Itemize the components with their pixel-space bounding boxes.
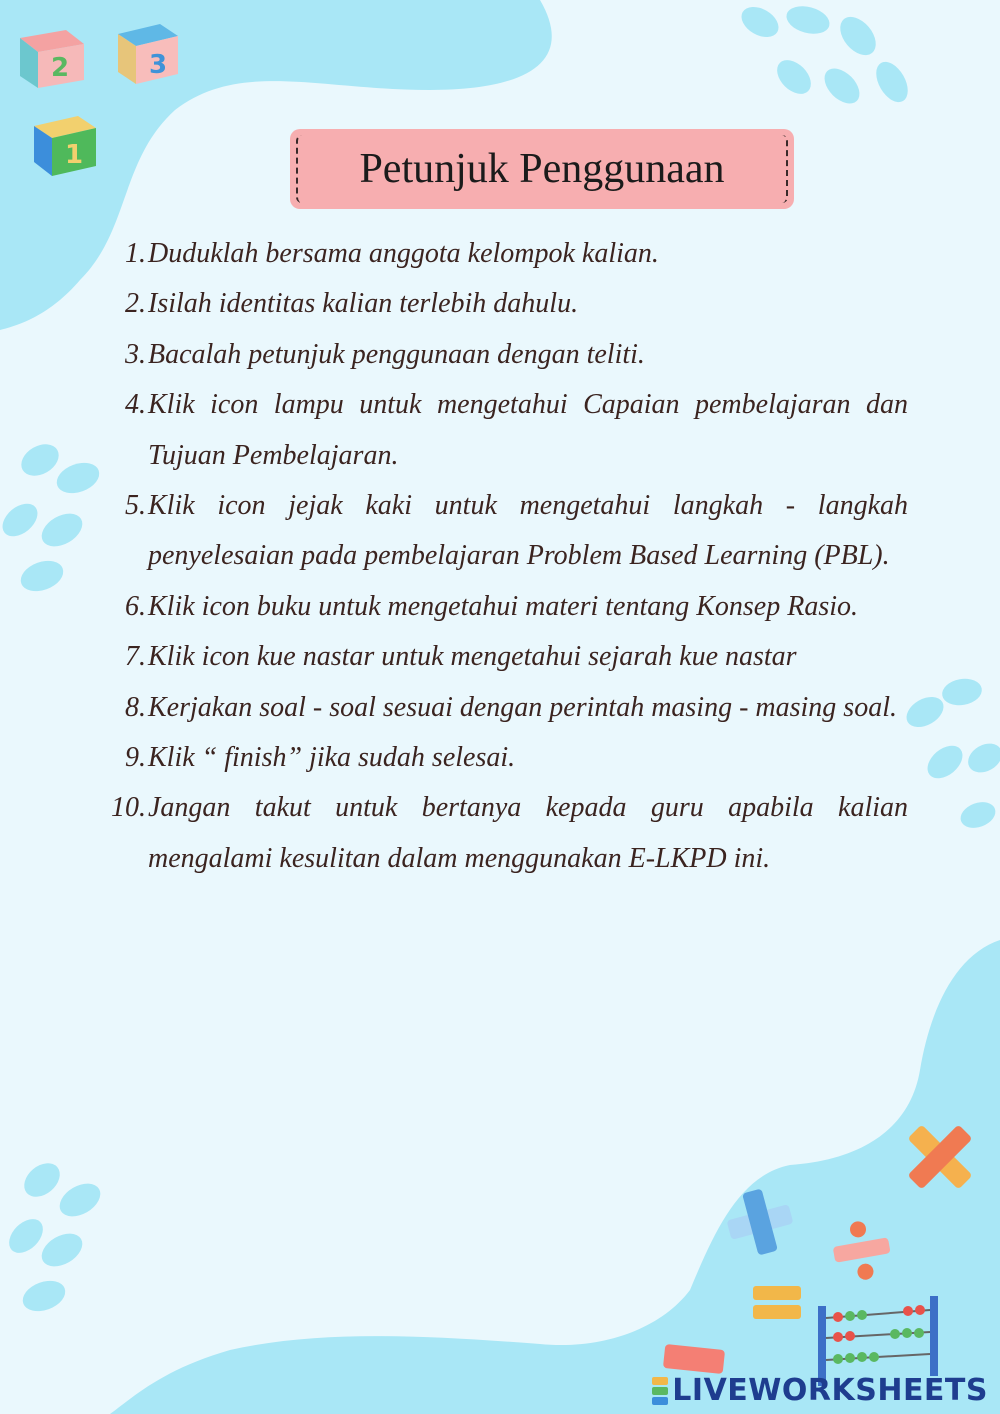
item-text: Klik icon kue nastar untuk mengetahui sejarah kue nastar <box>148 641 797 673</box>
liveworksheets-logo[interactable] <box>652 1373 988 1408</box>
list-item <box>100 229 908 279</box>
item-text: Klik icon jejak kaki untuk mengetahui langkah - langkah penyelesaian pada pembelajaran Problem Based Learning (PBL). <box>148 490 908 572</box>
equals-icon <box>753 1286 801 1319</box>
svg-text:3: 3 <box>148 50 168 80</box>
item-text: Duduklah bersama anggota kelompok kalian. <box>148 238 659 269</box>
minus-icon <box>663 1344 725 1374</box>
item-text: Isilah identitas kalian terlebih dahulu. <box>148 288 579 320</box>
multiply-icon <box>889 1106 991 1208</box>
list-item <box>100 783 908 884</box>
item-number: 8. <box>125 691 146 723</box>
item-number: 9. <box>125 742 146 774</box>
item-text: Klik “ finish” jika sudah selesai. <box>148 742 516 774</box>
instruction-list <box>100 229 908 884</box>
page-title: Petunjuk Penggunaan <box>359 146 725 192</box>
item-number: 2. <box>125 288 146 320</box>
item-number: 10. <box>111 792 146 824</box>
brand-text: LIVEWORKSHEETS <box>672 1373 988 1408</box>
item-text: Kerjakan soal - soal sesuai dengan perintah masing - masing soal. <box>148 691 897 723</box>
item-number: 1. <box>125 238 146 269</box>
logo-icon <box>652 1376 668 1406</box>
list-item <box>100 632 908 682</box>
svg-text:1: 1 <box>64 140 84 170</box>
item-text: Jangan takut untuk bertanya kepada guru apabila kalian mengalami kesulitan dalam menggunakan E-LKPD ini. <box>148 792 908 874</box>
item-text: Bacalah petunjuk penggunaan dengan teliti. <box>148 338 645 370</box>
list-item <box>100 380 908 481</box>
divide-icon <box>829 1217 894 1285</box>
item-number: 7. <box>125 641 146 673</box>
title-box <box>290 129 794 209</box>
list-item <box>100 279 908 329</box>
svg-text:2: 2 <box>50 53 70 83</box>
list-item <box>100 733 908 783</box>
list-item <box>100 582 908 632</box>
item-number: 5. <box>125 490 146 522</box>
plus-icon <box>721 1183 799 1261</box>
item-number: 4. <box>125 389 146 421</box>
item-number: 6. <box>125 590 146 622</box>
list-item <box>100 481 908 582</box>
item-number: 3. <box>125 338 146 370</box>
list-item <box>100 683 908 733</box>
list-item <box>100 330 908 380</box>
item-text: Klik icon buku untuk mengetahui materi tentang Konsep Rasio. <box>148 590 859 622</box>
item-text: Klik icon lampu untuk mengetahui Capaian pembelajaran dan Tujuan Pembelajaran. <box>148 389 908 471</box>
